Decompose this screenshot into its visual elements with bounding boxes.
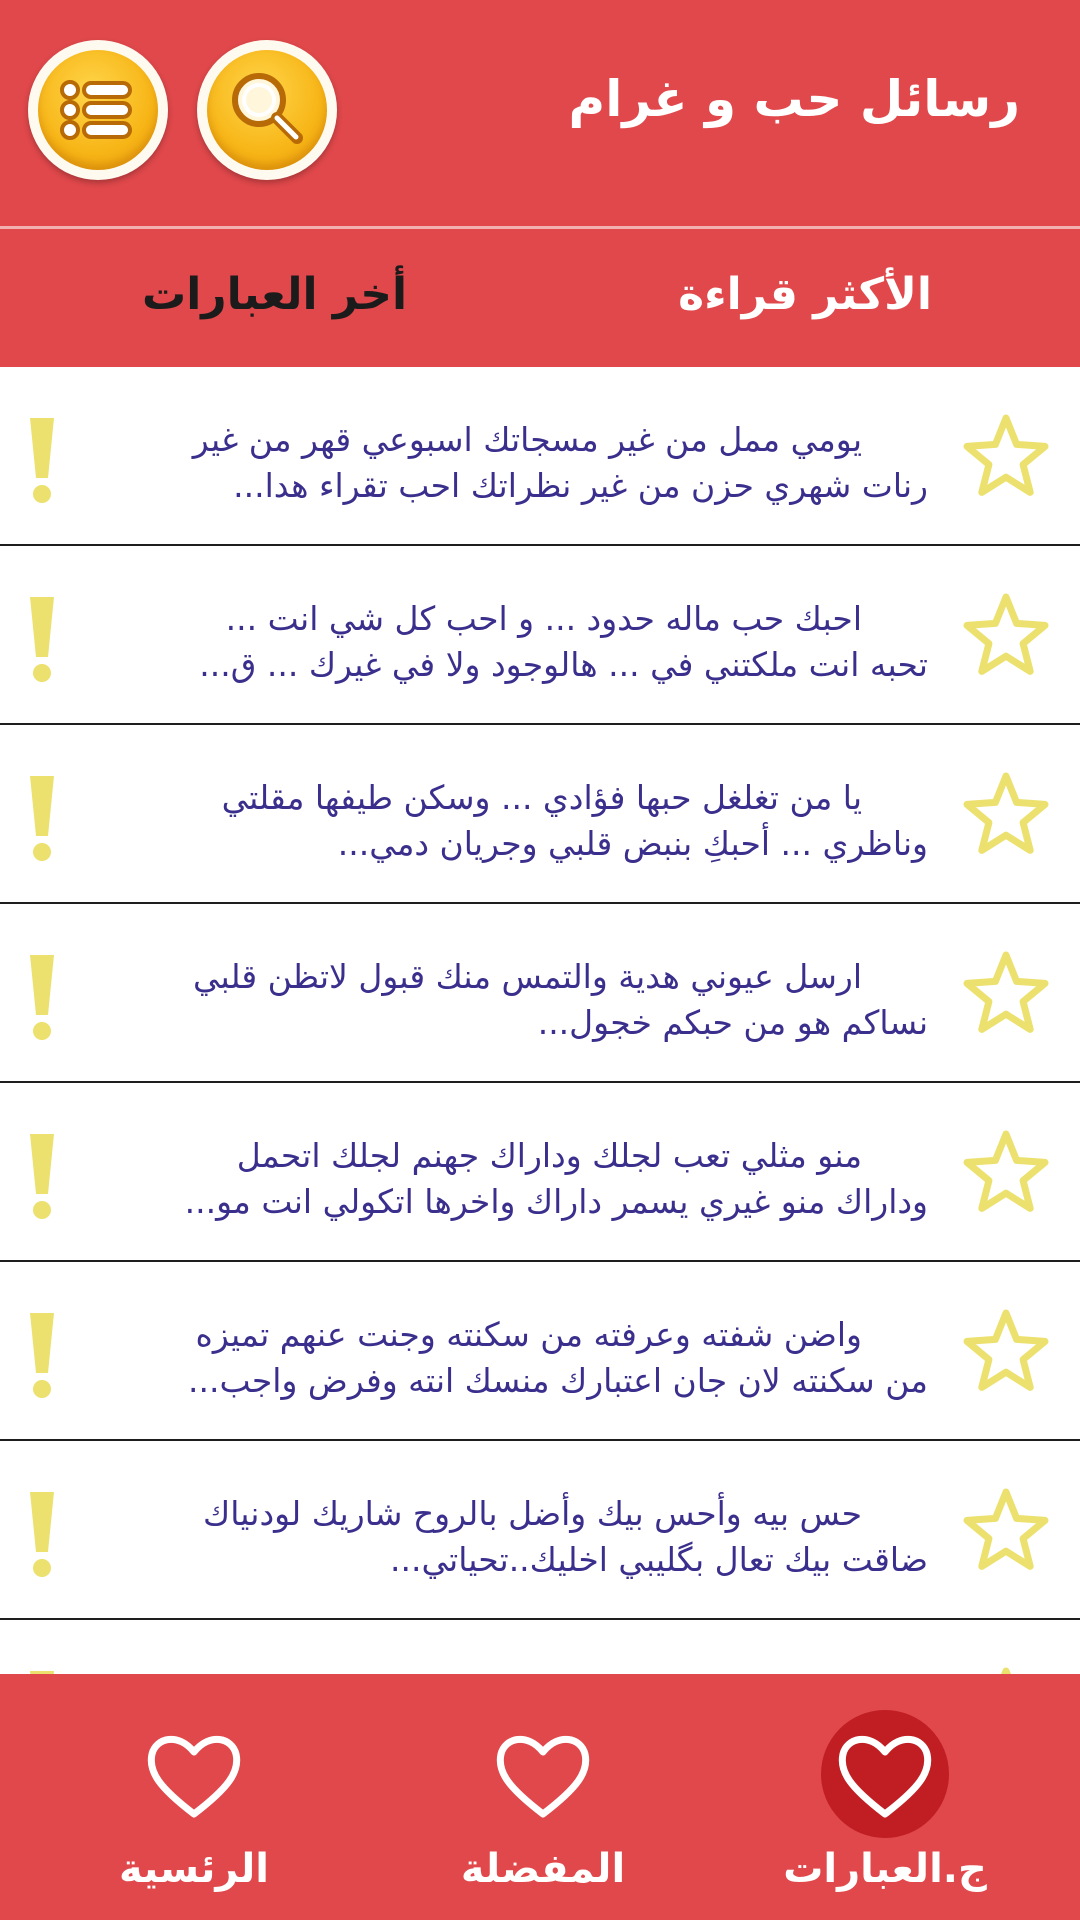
nav-phrases[interactable] xyxy=(735,1674,1035,1920)
star-icon[interactable] xyxy=(958,410,1054,506)
list-menu-icon xyxy=(28,40,168,180)
heart-icon xyxy=(130,1710,258,1838)
app-header xyxy=(0,0,1080,226)
message-text: واضن شفته وعرفته من سكنته وجنت عنهم تميزه من سكنته لان جان اعتبارك منسك انته وفرض واجب... xyxy=(188,1315,928,1400)
list-item[interactable] xyxy=(0,725,1080,904)
star-icon[interactable] xyxy=(958,1305,1054,1401)
report-exclamation-icon[interactable] xyxy=(20,412,64,508)
star-icon[interactable] xyxy=(958,1126,1054,1222)
app-title: رسائل حب و غرام xyxy=(568,70,1020,128)
star-icon[interactable] xyxy=(958,1663,1054,1674)
tab-most-read[interactable]: الأكثر قراءة xyxy=(678,269,932,320)
message-text: منو مثلي تعب لجلك وداراك جهنم لجلك اتحمل وداراك منو غيري يسمر داراك واخرها اتكولي انت مو... xyxy=(184,1136,928,1221)
heart-icon xyxy=(479,1710,607,1838)
tab-latest-phrases[interactable]: أخر العبارات xyxy=(142,269,408,320)
menu-button[interactable] xyxy=(28,40,168,180)
heart-icon xyxy=(821,1710,949,1838)
report-exclamation-icon[interactable] xyxy=(20,1665,64,1674)
list-item[interactable] xyxy=(0,1620,1080,1674)
list-item[interactable] xyxy=(0,1262,1080,1441)
nav-home-label: الرئسية xyxy=(119,1846,269,1892)
message-text: حس بيه وأحس بيك وأضل بالروح شاريك لودنياك ضاقت بيك تعال بگليبي اخليك..تحياتي... xyxy=(203,1494,928,1579)
report-exclamation-icon[interactable] xyxy=(20,949,64,1045)
nav-favorites-label: المفضلة xyxy=(460,1846,626,1892)
star-icon[interactable] xyxy=(958,589,1054,685)
report-exclamation-icon[interactable] xyxy=(20,591,64,687)
report-exclamation-icon[interactable] xyxy=(20,1486,64,1582)
search-button[interactable] xyxy=(197,40,337,180)
list-item[interactable] xyxy=(0,1441,1080,1620)
message-text: يا من تغلغل حبها فؤادي ... وسكن طيفها مقلتي وناظري ... أحبكِ بنبض قلبي وجريان دمي... xyxy=(221,778,928,863)
report-exclamation-icon[interactable] xyxy=(20,1307,64,1403)
message-text: ارسل عيوني هدية والتمس منك قبول لاتظن قلبي نساكم هو من حبكم خجول... xyxy=(193,957,928,1042)
list-item[interactable] xyxy=(0,904,1080,1083)
nav-favorites[interactable] xyxy=(393,1674,693,1920)
list-item[interactable] xyxy=(0,546,1080,725)
nav-home[interactable] xyxy=(44,1674,344,1920)
bottom-navigation xyxy=(0,1674,1080,1920)
report-exclamation-icon[interactable] xyxy=(20,770,64,866)
report-exclamation-icon[interactable] xyxy=(20,1128,64,1224)
tab-bar xyxy=(0,229,1080,367)
message-list[interactable] xyxy=(0,367,1080,1674)
search-icon xyxy=(197,40,337,180)
message-text: احبك حب ماله حدود ... و احب كل شي انت ... تحبه انت ملكتني في ... هالوجود ولا في غيرك ... ق... xyxy=(199,599,928,684)
star-icon[interactable] xyxy=(958,947,1054,1043)
list-item[interactable] xyxy=(0,367,1080,546)
list-item[interactable] xyxy=(0,1083,1080,1262)
nav-phrases-label: ج.العبارات xyxy=(783,1846,987,1892)
star-icon[interactable] xyxy=(958,768,1054,864)
star-icon[interactable] xyxy=(958,1484,1054,1580)
message-text: يومي ممل من غير مسجاتك اسبوعي قهر من غير رنات شهري حزن من غير نظراتك احب تقراء هدا... xyxy=(192,420,928,505)
